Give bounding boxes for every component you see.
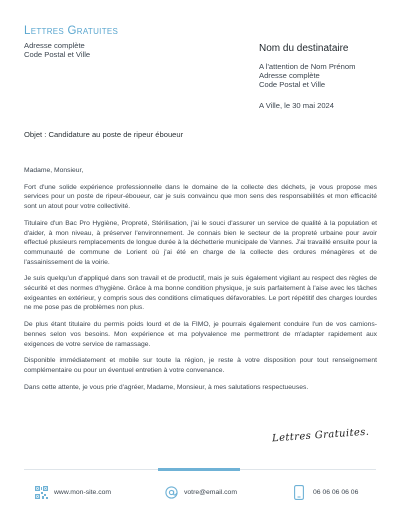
website-text[interactable]: www.mon-site.com (54, 488, 112, 496)
sender-postal: Code Postal et Ville (24, 50, 91, 59)
subject-line: Objet : Candidature au poste de ripeur éboueur (24, 130, 184, 139)
recipient-name: Nom du destinataire (259, 43, 349, 54)
recipient-attention: A l'attention de Nom Prénom (259, 62, 356, 71)
phone-text[interactable]: 06 06 06 06 06 (313, 488, 359, 496)
body-paragraph: Fort d'une solide expérience professionnelle dans le domaine de la collecte des déchets, je vous propose mes services pour un poste de ripeur-éboueur, car je suis convaincu que mon sens des responsabilités et mon efficacité sont un atout pour votre collectivité. (24, 183, 377, 211)
phone-icon (294, 485, 304, 500)
sender-address: Adresse complète (24, 41, 85, 50)
date-line: A Ville, le 30 mai 2024 (259, 101, 335, 110)
body-paragraph: Je suis quelqu'un d'appliqué dans son travail et de productif, mais je suis également vigilant au respect des règles de sécurité et des normes d'hygiène. Grâce à ma bonne condition physique, je suis parfaitement à l'aise avec les tâches exigeantes en extérieur, y compris sous des conditions climatiques défavorables. Le port répétitif des charges lourdes ne me pose pas de problèmes non plus. (24, 275, 377, 312)
footer-email (165, 484, 237, 500)
recipient-address: Adresse complète (259, 71, 320, 80)
body-paragraph: Disponible immédiatement et mobile sur toute la région, je reste à votre disposition pour tout renseignement complémentaire ou pour un éventuel entretien à votre convenance. (24, 357, 377, 374)
qr-code-icon (35, 486, 48, 499)
at-sign-icon (165, 486, 178, 499)
sender-name: Lettres Gratuites (24, 25, 119, 37)
closing-paragraph: Dans cette attente, je vous prie d'agréer, Madame, Monsieur, à mes salutations respectueuses. (24, 383, 309, 391)
salutation: Madame, Monsieur, (24, 167, 84, 174)
recipient-postal: Code Postal et Ville (259, 80, 326, 89)
body-paragraph: De plus étant titulaire du permis poids lourd et de la FIMO, je pourrais également conduire l'un de vos camions-bennes selon vos besoins. Mon expérience et ma polyvalence me permettront de m'adapter rapidement aux exigences de votre service de ramassage. (24, 321, 377, 348)
footer-phone (294, 484, 358, 500)
email-text[interactable]: votre@email.com (184, 488, 237, 496)
letter-body (24, 166, 377, 399)
footer-accent-bar (158, 468, 240, 471)
body-paragraph: Titulaire d'un Bac Pro Hygiène, Propreté, Stérilisation, j'ai le souci d'assurer un service de qualité à la population et d'aider, à mon niveau, à préserver l'environnement. Je connais bien le secteur de la propreté urbaine pour avoir effectué plusieurs remplacements de longue durée à la déchetterie municipale de Vannes. J'ai travaillé ensuite pour la communauté de commune de Lorient où j'ai été en charge de la collecte des ordures ménagères et de l'assainissement de la voirie. (24, 219, 377, 266)
footer-website (35, 484, 111, 500)
signature: Lettres Gratuites. (271, 426, 370, 445)
